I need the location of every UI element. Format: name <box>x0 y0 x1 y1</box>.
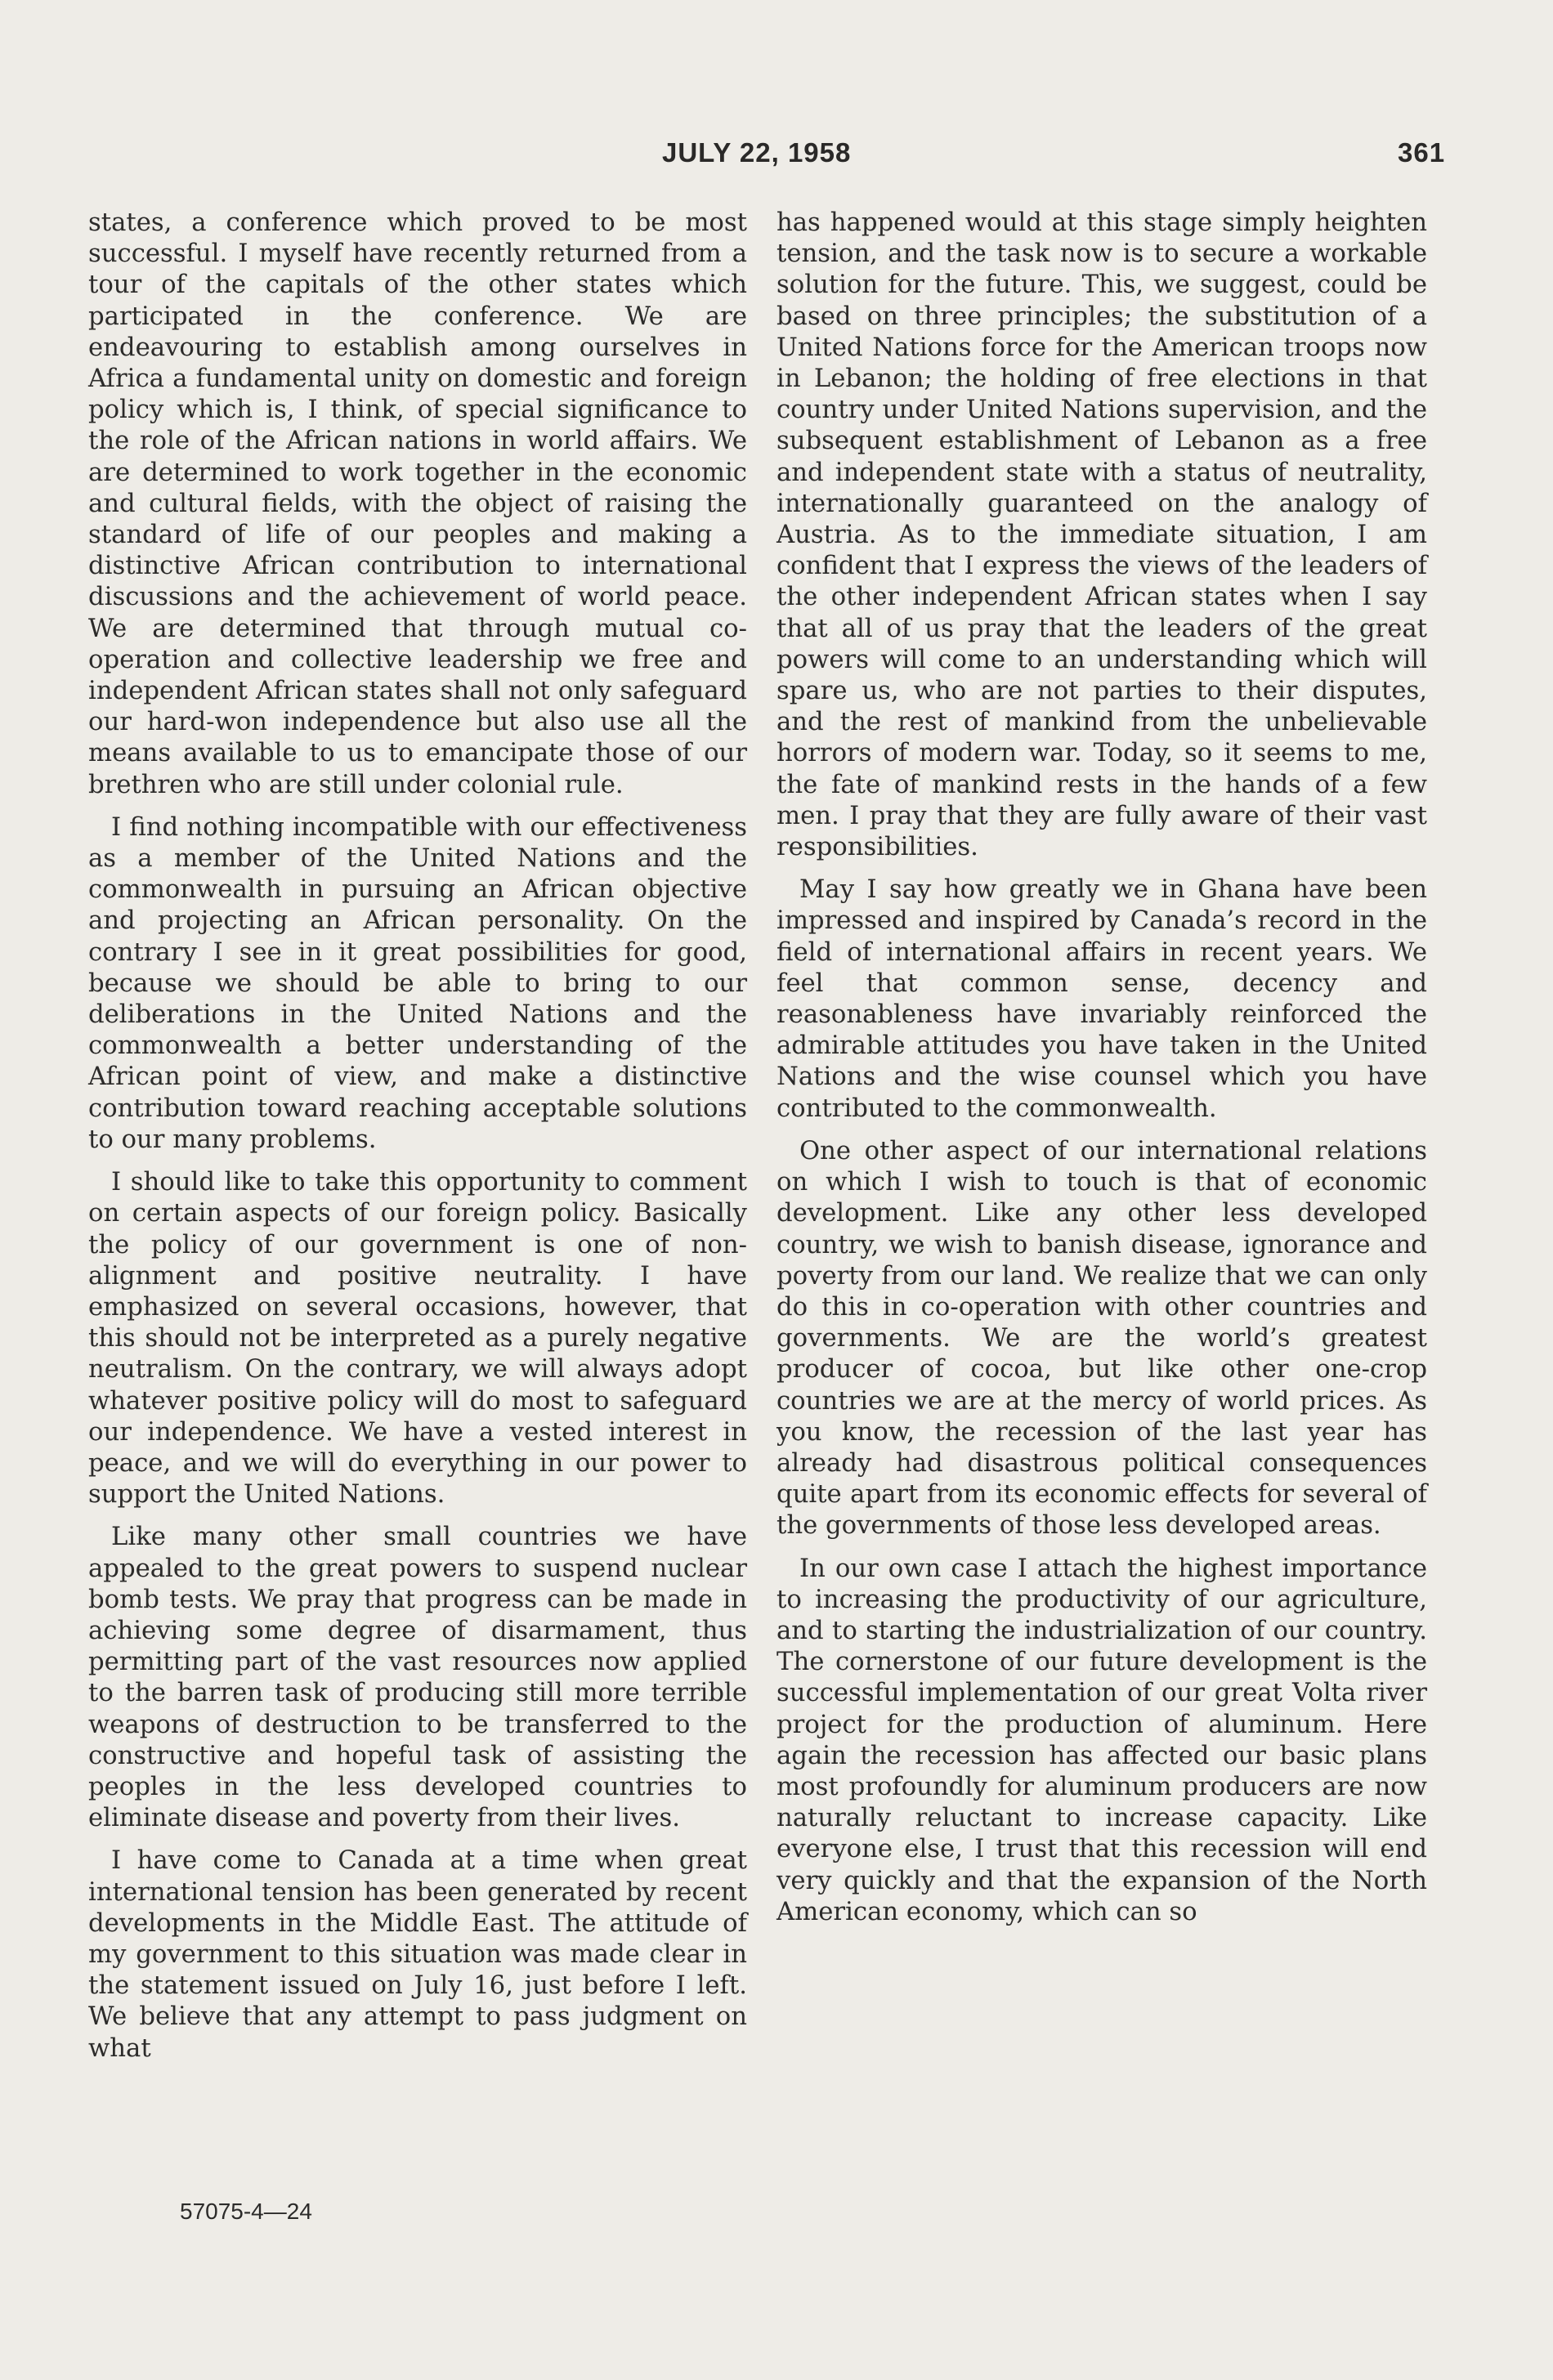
header-date: JULY 22, 1958 <box>662 137 852 168</box>
left-paragraph-3: I should like to take this opportunity to comment on certain aspects of our foreign policy. Basically the policy of our government is one of non-alignment and positive neutrality. I have emphasized on several occasions, however, that this should not be interpreted as a purely negative neutralism. On the contrary, we will always adopt whatever positive policy will do most to safeguard our independence. We have a vested interest in peace, and we will do everything in our power to support the United Nations. <box>88 1168 747 1510</box>
left-paragraph-5: I have come to Canada at a time when great international tension has been generated by recent developments in the Middle East. The attitude of my government to this situation was made clear in the statement issued on July 16, just before I left. We believe that any attempt to pass judgment on what <box>88 1846 747 2063</box>
right-paragraph-4: In our own case I attach the highest importance to increasing the productivity of our agriculture, and to starting the industrialization of our country. The cornerstone of our future development is the successful implementation of our great Volta river project for the production of aluminum. Here again the recession has affected our basic plans most profoundly for aluminum producers are now naturally reluctant to increase capacity. Like everyone else, I trust that this recession will end very quickly and that the expansion of the North American economy, which can so <box>776 1554 1427 1926</box>
left-paragraph-1: states, a conference which proved to be most successful. I myself have recently returned from a tour of the capitals of the other states which participated in the conference. We are endeavouring to establish among ourselves in Africa a fundamental unity on domestic and foreign policy which is, I think, of special significance to the role of the African nations in world affairs. We are determined to work together in the economic and cultural fields, with the object of raising the standard of life of our peoples and making a distinctive African contribution to international discussions and the achievement of world peace. We are determined that through mutual co-operation and collective leadership we free and independent African states shall not only safeguard our hard-won independence but also use all the means available to us to emancipate those of our brethren who are still under colonial rule. <box>88 208 747 799</box>
left-column <box>88 208 747 2073</box>
left-paragraph-2: I find nothing incompatible with our effectiveness as a member of the United Nations and the commonwealth in pursuing an African objective and projecting an African personality. On the contrary I see in it great possibilities for good, because we should be able to bring to our deliberations in the United Nations and the commonwealth a better understanding of the African point of view, and make a distinctive contribution toward reaching acceptable solutions to our many problems. <box>88 812 747 1154</box>
right-column <box>776 208 1427 1936</box>
right-paragraph-3: One other aspect of our international relations on which I wish to touch is that of economic development. Like any other less developed country, we wish to banish disease, ignorance and poverty from our land. We realize that we can only do this in co-operation with other countries and governments. We are the world’s greatest producer of cocoa, but like other one-crop countries we are at the mercy of world prices. As you know, the recession of the last year has already had disastrous political consequences quite apart from its economic effects for several of the governments of those less developed areas. <box>776 1136 1427 1541</box>
left-paragraph-4: Like many other small countries we have appealed to the great powers to suspend nuclear bomb tests. We pray that progress can be made in achieving some degree of disarmament, thus permitting part of the vast resources now applied to the barren task of producing still more terrible weapons of destruction to be transferred to the constructive and hopeful task of assisting the peoples in the less developed countries to eliminate disease and poverty from their lives. <box>88 1523 747 1833</box>
right-paragraph-1: has happened would at this stage simply heighten tension, and the task now is to secure a workable solution for the future. This, we suggest, could be based on three principles; the substitution of a United Nations force for the American troops now in Lebanon; the holding of free elections in that country under United Nations supervision, and the subsequent establishment of Lebanon as a free and independent state with a status of neutrality, internationally guaranteed on the analogy of Austria. As to the immediate situation, I am confident that I express the views of the leaders of the other independent African states when I say that all of us pray that the leaders of the great powers will come to an understanding which will spare us, who are not parties to their disputes, and the rest of mankind from the unbelievable horrors of modern war. Today, so it seems to me, the fate of mankind rests in the hands of a few men. I pray that they are fully aware of their vast responsibilities. <box>776 208 1427 862</box>
right-paragraph-2: May I say how greatly we in Ghana have been impressed and inspired by Canada’s record in the field of international affairs in recent years. We feel that common sense, decency and reasonableness have invariably reinforced the admirable attitudes you have taken in the United Nations and the wise counsel which you have contributed to the commonwealth. <box>776 875 1427 1123</box>
page-number: 361 <box>1398 137 1446 168</box>
printer-signature-mark: 57075-4—24 <box>180 2199 312 2224</box>
